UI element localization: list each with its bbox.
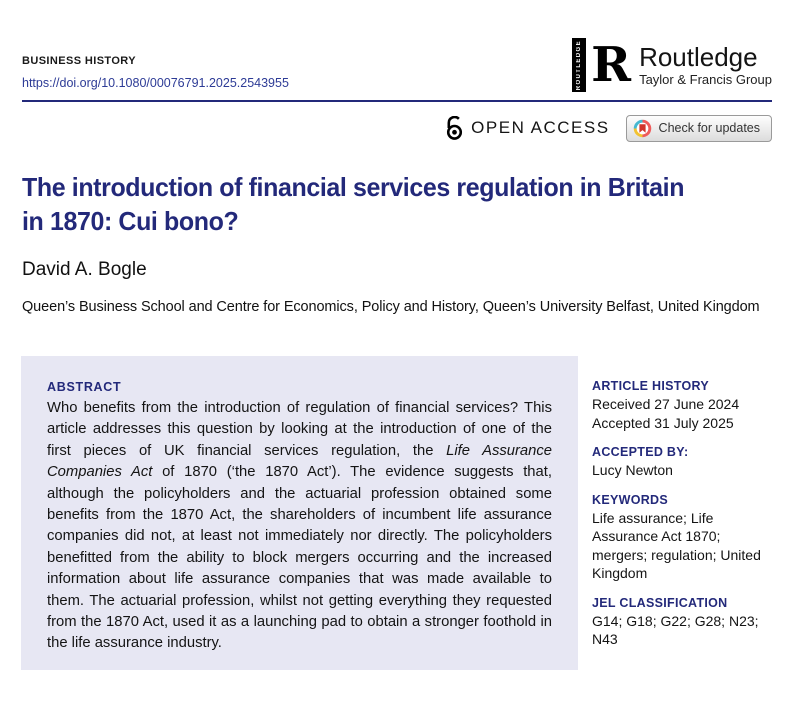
crossmark-icon (633, 119, 652, 138)
badge-row (0, 102, 797, 144)
accepted-date: Accepted 31 July 2025 (592, 414, 734, 431)
accepted-by-section (592, 445, 774, 480)
doi-link[interactable]: https://doi.org/10.1080/00076791.2025.2543955 (22, 76, 289, 90)
routledge-vertical-bar (572, 38, 586, 92)
routledge-vertical-text: ROUTLEDGE (576, 39, 583, 91)
abstract-columns (21, 356, 774, 670)
article-title-line: The introduction of financial services regulation in Britain (22, 172, 685, 202)
open-access-badge (445, 116, 609, 140)
article-title (22, 170, 772, 238)
jel-codes: G14; G18; G22; G28; N23; N43 (592, 612, 759, 647)
routledge-r-mark-icon: R (591, 37, 632, 93)
author-affiliation: Queen’s Business School and Centre for Economics, Policy and History, Queen’s University Belfast, United Kingdom (22, 299, 760, 315)
jel-heading: JEL CLASSIFICATION (592, 595, 728, 610)
abstract-text: Who benefits from the introduction of regulation of financial services? This article addresses this question by looking at the introduction of one of the first pieces of UK financial services regulation, the Life Assurance Companies Act of 1870 (‘the 1870 Act’). The evidence suggests that, although the policyholders and the actuarial profession obtained some benefits from the 1870 Act, the shareholders of incumbent life assurance companies did not, at least not immediately nor directly. The policyholders benefitted from the ability to block mergers occurring and the increased information about life assurance companies that was made available to them. The actuarial profession, whilst not getting everything they requested from the 1870 Act, used it as a launching pad to obtain a stronger foothold in the life assurance industry. (47, 400, 552, 652)
author-name: David A. Bogle (22, 259, 147, 280)
abstract-heading: ABSTRACT (47, 380, 122, 394)
journal-meta (22, 55, 289, 92)
abstract-box (21, 356, 578, 670)
article-info-sidebar (592, 356, 774, 670)
article-title-line: in 1870: Cui bono? (22, 206, 239, 236)
keywords-list: Life assurance; Life Assurance Act 1870; mergers; regulation; United Kingdom (592, 509, 761, 581)
publisher-tagline: Taylor & Francis Group (639, 72, 772, 87)
received-date: Received 27 June 2024 (592, 396, 740, 412)
check-for-updates-label: Check for updates (658, 121, 760, 135)
publisher-brand: Routledge (639, 42, 758, 72)
check-for-updates-button[interactable] (626, 115, 772, 142)
accepted-by-heading: ACCEPTED BY: (592, 445, 689, 459)
open-access-label: OPEN ACCESS (471, 118, 610, 137)
journal-name: BUSINESS HISTORY (22, 55, 136, 67)
article-history-section (592, 379, 774, 432)
accepted-by-name: Lucy Newton (592, 462, 673, 478)
masthead (0, 0, 797, 100)
publisher-wordmark (639, 43, 772, 87)
article-history-heading: ARTICLE HISTORY (592, 379, 710, 393)
keywords-heading: KEYWORDS (592, 492, 669, 507)
keywords-section (592, 493, 774, 583)
routledge-logo (572, 38, 772, 92)
jel-classification-section (592, 596, 774, 649)
open-access-lock-icon (445, 116, 464, 140)
